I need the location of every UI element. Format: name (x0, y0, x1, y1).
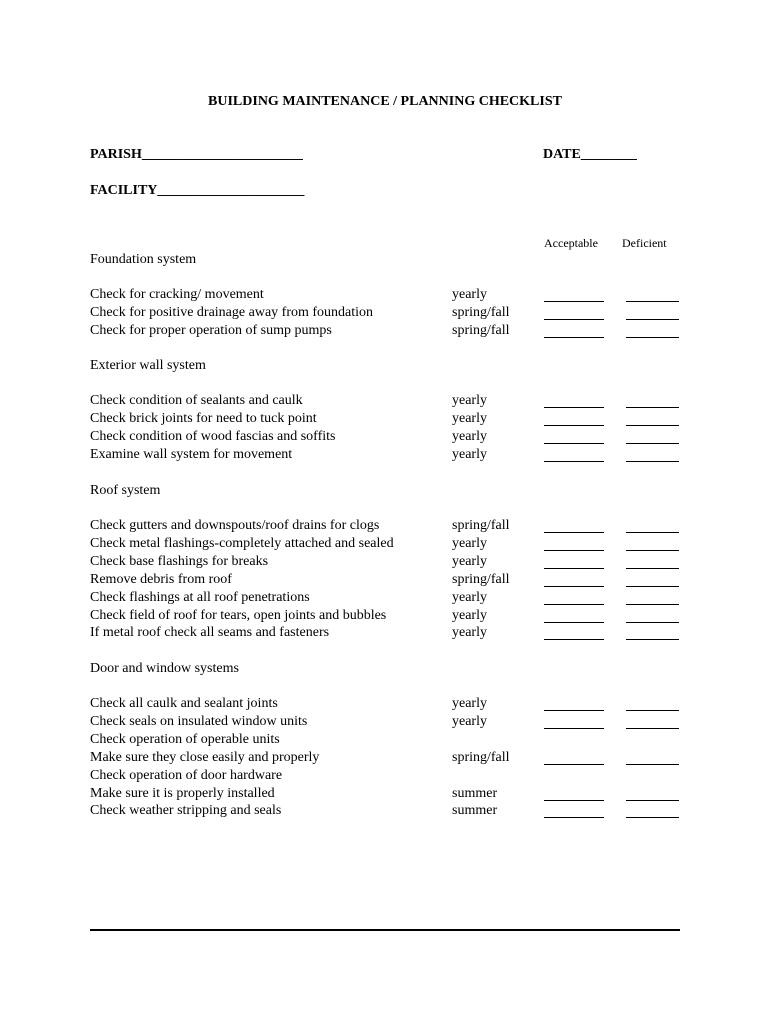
checklist-item-text: Check brick joints for need to tuck point (90, 410, 317, 426)
deficient-blank[interactable] (626, 728, 679, 729)
deficient-column-header: Deficient (622, 236, 667, 250)
acceptable-blank[interactable] (544, 604, 604, 605)
checklist-item-text: Check for cracking/ movement (90, 287, 264, 302)
acceptable-blank[interactable] (544, 461, 604, 462)
deficient-blank[interactable] (626, 301, 679, 302)
checklist-item-frequency: yearly (452, 625, 487, 641)
acceptable-blank[interactable] (544, 443, 604, 444)
checklist-item-text: Check for proper operation of sump pumps (90, 322, 332, 338)
acceptable-blank[interactable] (544, 532, 604, 533)
checklist-item-text: Make sure it is properly installed (90, 785, 275, 801)
checklist-item-frequency: yearly (452, 428, 487, 444)
deficient-blank[interactable] (626, 710, 679, 711)
checklist-item-frequency: yearly (452, 607, 487, 623)
deficient-blank[interactable] (626, 604, 679, 605)
checklist-item-text: Check metal flashings-completely attached and sealed (90, 535, 394, 551)
page-title: BUILDING MAINTENANCE / PLANNING CHECKLIST (208, 94, 562, 109)
section-heading: Foundation system (90, 252, 197, 267)
deficient-blank[interactable] (626, 550, 679, 551)
facility-field[interactable]: FACILITY_____________________ (90, 183, 305, 198)
deficient-blank[interactable] (626, 337, 679, 338)
acceptable-blank[interactable] (544, 817, 604, 818)
checklist-item-frequency: spring/fall (452, 518, 510, 533)
deficient-blank[interactable] (626, 568, 679, 569)
checklist-item-frequency: yearly (452, 713, 487, 729)
deficient-blank[interactable] (626, 461, 679, 462)
date-field[interactable]: DATE________ (543, 147, 637, 162)
section-heading: Door and window systems (90, 661, 239, 676)
acceptable-blank[interactable] (544, 568, 604, 569)
acceptable-blank[interactable] (544, 764, 604, 765)
deficient-blank[interactable] (626, 639, 679, 640)
checklist-item-text: Check weather stripping and seals (90, 803, 282, 819)
checklist-item-frequency: summer (452, 785, 498, 801)
checklist-item-text: Remove debris from roof (90, 571, 232, 587)
checklist-item-frequency: yearly (452, 589, 487, 605)
acceptable-blank[interactable] (544, 710, 604, 711)
acceptable-blank[interactable] (544, 319, 604, 320)
checklist-item-text: Check field of roof for tears, open joints and bubbles (90, 607, 387, 623)
acceptable-blank[interactable] (544, 337, 604, 338)
acceptable-blank[interactable] (544, 425, 604, 426)
checklist-item-frequency: yearly (452, 287, 487, 302)
checklist-item-text: Check for positive drainage away from foundation (90, 304, 374, 320)
deficient-blank[interactable] (626, 586, 679, 587)
checklist-item-frequency: summer (452, 803, 498, 819)
section-heading: Exterior wall system (90, 358, 206, 373)
checklist-item-text: Check gutters and downspouts/roof drains for clogs (90, 518, 380, 533)
acceptable-blank[interactable] (544, 301, 604, 302)
deficient-blank[interactable] (626, 319, 679, 320)
checklist-item-text: If metal roof check all seams and fasteners (90, 625, 330, 641)
section-heading: Roof system (90, 483, 161, 498)
deficient-blank[interactable] (626, 764, 679, 765)
footer-rule (90, 929, 680, 931)
checklist-item-frequency: spring/fall (452, 571, 510, 587)
checklist-item-frequency: spring/fall (452, 322, 510, 338)
deficient-blank[interactable] (626, 443, 679, 444)
checklist-item-frequency: spring/fall (452, 304, 510, 320)
acceptable-blank[interactable] (544, 586, 604, 587)
checklist-item-text: Make sure they close easily and properly (90, 749, 320, 765)
checklist-item-text: Check seals on insulated window units (90, 713, 308, 729)
checklist-item-text: Check all caulk and sealant joints (90, 696, 278, 711)
deficient-blank[interactable] (626, 800, 679, 801)
checklist-item-text: Examine wall system for movement (90, 446, 293, 462)
deficient-blank[interactable] (626, 425, 679, 426)
checklist-item-text: Check operation of door hardware (90, 767, 283, 783)
acceptable-blank[interactable] (544, 728, 604, 729)
acceptable-blank[interactable] (544, 622, 604, 623)
deficient-blank[interactable] (626, 407, 679, 408)
deficient-blank[interactable] (626, 817, 679, 818)
checklist-item-text: Check base flashings for breaks (90, 553, 269, 569)
checklist-item-frequency: yearly (452, 446, 487, 462)
checklist-item-frequency: yearly (452, 393, 487, 408)
checklist-item-text: Check condition of sealants and caulk (90, 393, 303, 408)
checklist-item-text: Check flashings at all roof penetrations (90, 589, 310, 605)
checklist-item-frequency: yearly (452, 696, 487, 711)
checklist-item-frequency: yearly (452, 535, 487, 551)
acceptable-blank[interactable] (544, 800, 604, 801)
acceptable-blank[interactable] (544, 639, 604, 640)
checklist-item-frequency: yearly (452, 410, 487, 426)
deficient-blank[interactable] (626, 532, 679, 533)
acceptable-column-header: Acceptable (544, 236, 598, 250)
acceptable-blank[interactable] (544, 407, 604, 408)
checklist-item-text: Check condition of wood fascias and soffits (90, 428, 336, 444)
checklist-item-frequency: yearly (452, 553, 487, 569)
deficient-blank[interactable] (626, 622, 679, 623)
checklist-item-text: Check operation of operable units (90, 731, 280, 747)
parish-field[interactable]: PARISH_______________________ (90, 147, 303, 162)
checklist-item-frequency: spring/fall (452, 749, 510, 765)
acceptable-blank[interactable] (544, 550, 604, 551)
